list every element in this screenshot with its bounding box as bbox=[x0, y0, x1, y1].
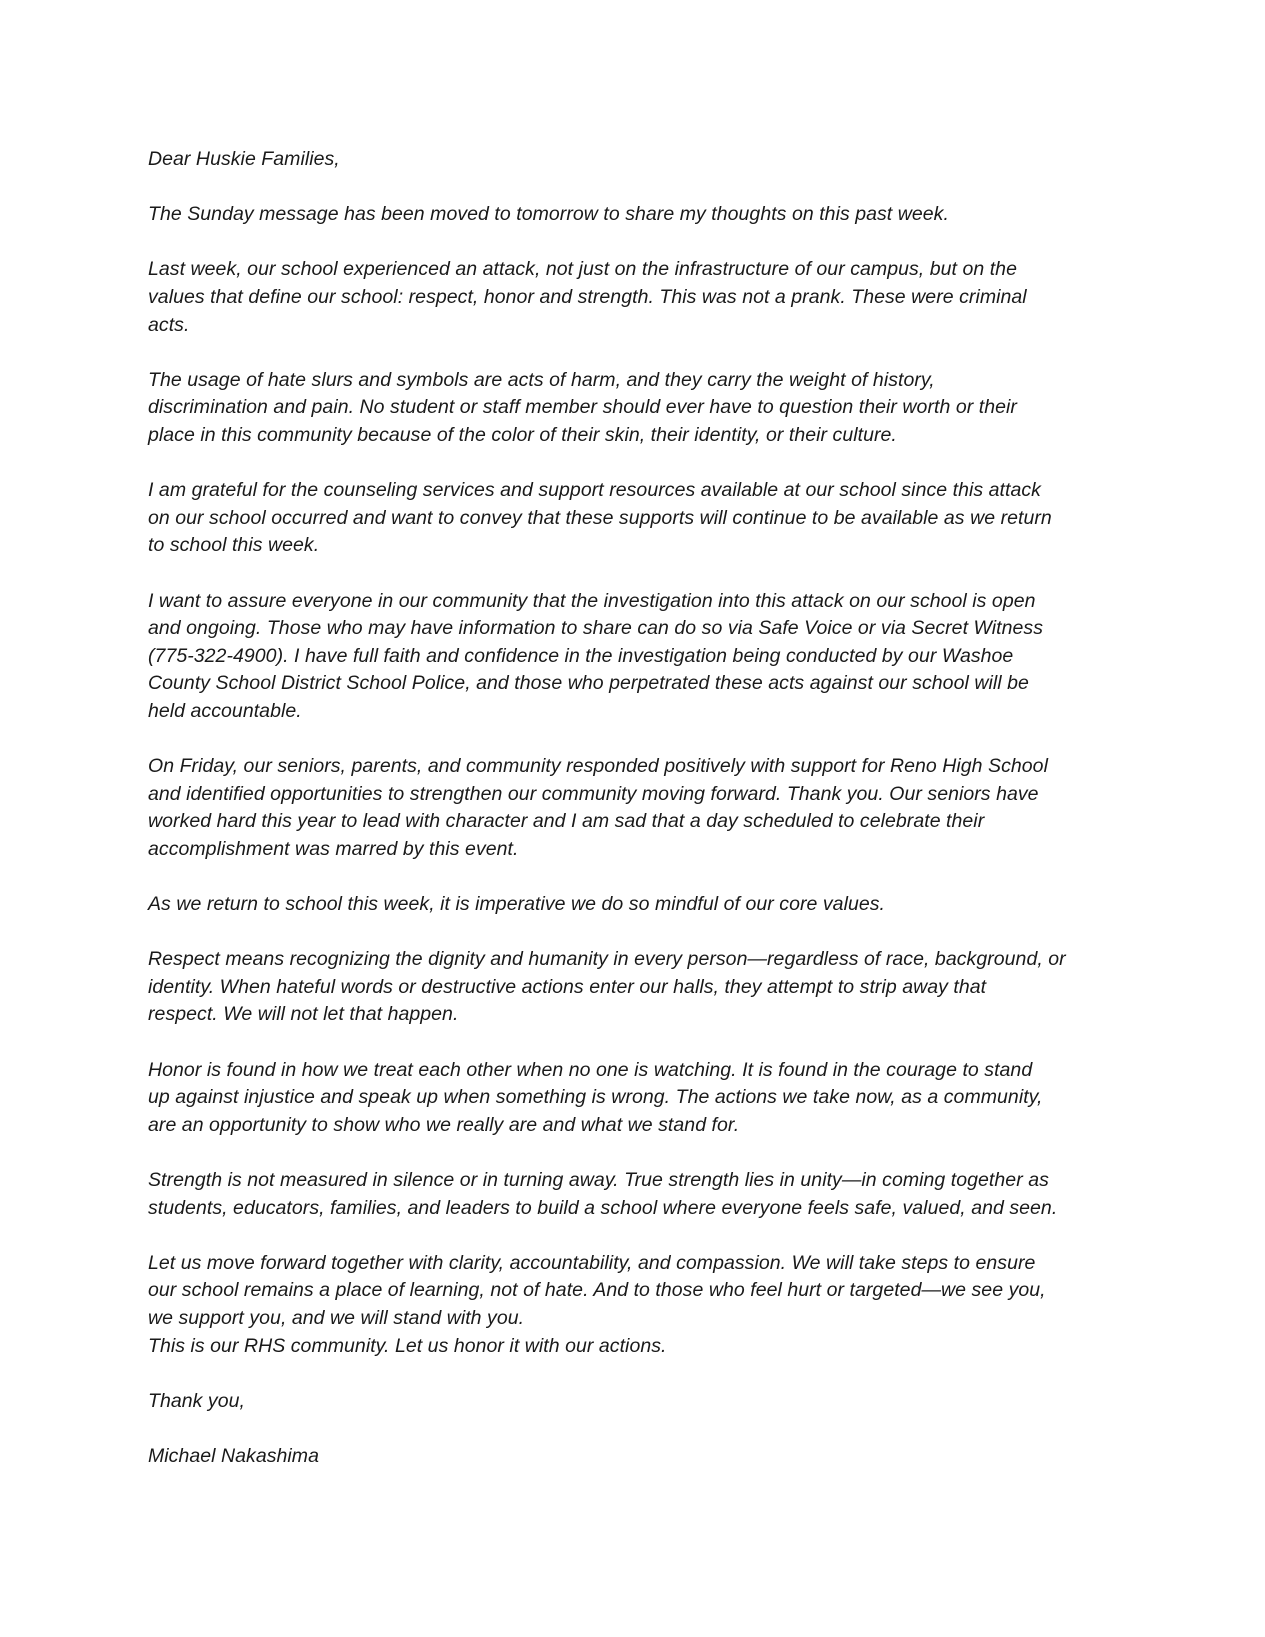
paragraph-respect bbox=[148, 946, 1108, 1029]
paragraph-line: Strength is not measured in silence or in turning away. True strength lies in unity—in coming together as bbox=[148, 1168, 1049, 1191]
signature-name: Michael Nakashima bbox=[148, 1444, 319, 1467]
closing-text: Thank you, bbox=[148, 1389, 245, 1412]
paragraph-counseling bbox=[148, 477, 1108, 560]
paragraph-line: As we return to school this week, it is imperative we do so mindful of our core values. bbox=[148, 893, 886, 916]
paragraph-line: acts. bbox=[148, 313, 190, 336]
paragraph-line: respect. We will not let that happen. bbox=[148, 1003, 459, 1026]
paragraph-line: our school remains a place of learning, not of hate. And to those who feel hurt or targeted—we see you, bbox=[148, 1279, 1046, 1302]
paragraph-line: on our school occurred and want to convey that these supports will continue to be available as we return bbox=[148, 506, 1052, 529]
paragraph-move-forward bbox=[148, 1250, 1108, 1360]
paragraph-line: Last week, our school experienced an attack, not just on the infrastructure of our campus, but on the bbox=[148, 258, 1017, 281]
paragraph-line: County School District School Police, and those who perpetrated these acts against our school will be bbox=[148, 672, 1029, 695]
paragraph-line: On Friday, our seniors, parents, and community responded positively with support for Reno High School bbox=[148, 755, 1048, 778]
paragraph-line: Respect means recognizing the dignity and humanity in every person—regardless of race, background, or bbox=[148, 948, 1066, 971]
letter-body bbox=[148, 146, 1108, 1471]
paragraph-line: and ongoing. Those who may have information to share can do so via Safe Voice or via Secret Witness bbox=[148, 617, 1044, 640]
paragraph-line: up against injustice and speak up when something is wrong. The actions we take now, as a community, bbox=[148, 1086, 1043, 1109]
salutation-text: Dear Huskie Families, bbox=[148, 148, 340, 170]
paragraph-line: accomplishment was marred by this event. bbox=[148, 837, 519, 860]
paragraph-line: The Sunday message has been moved to tomorrow to share my thoughts on this past week. bbox=[148, 203, 949, 226]
paragraph-attack bbox=[148, 256, 1108, 339]
paragraph-line: held accountable. bbox=[148, 699, 302, 722]
paragraph-honor bbox=[148, 1057, 1108, 1140]
paragraph-line: values that define our school: respect, honor and strength. This was not a prank. These were criminal bbox=[148, 285, 1027, 308]
paragraph-line: discrimination and pain. No student or staff member should ever have to question their worth or their bbox=[148, 396, 1017, 419]
paragraph-line: and identified opportunities to strengthen our community moving forward. Thank you. Our seniors have bbox=[148, 782, 1039, 805]
salutation bbox=[148, 146, 1108, 174]
paragraph-line: Let us move forward together with clarity, accountability, and compassion. We will take steps to ensure bbox=[148, 1251, 1036, 1274]
paragraph-line: (775-322-4900). I have full faith and confidence in the investigation being conducted by our Washoe bbox=[148, 644, 1014, 667]
paragraph-line: to school this week. bbox=[148, 534, 320, 557]
paragraph-sunday-message bbox=[148, 201, 1108, 229]
paragraph-strength bbox=[148, 1167, 1108, 1222]
paragraph-line: place in this community because of the color of their skin, their identity, or their culture. bbox=[148, 423, 897, 446]
paragraph-line: Honor is found in how we treat each other when no one is watching. It is found in the courage to stand bbox=[148, 1058, 1033, 1081]
paragraph-line: we support you, and we will stand with you. bbox=[148, 1306, 525, 1329]
paragraph-line: I want to assure everyone in our community that the investigation into this attack on our school is open bbox=[148, 589, 1036, 612]
paragraph-investigation bbox=[148, 588, 1108, 726]
paragraph-core-values bbox=[148, 891, 1108, 919]
paragraph-line: identity. When hateful words or destructive actions enter our halls, they attempt to strip away that bbox=[148, 975, 987, 998]
paragraph-line: are an opportunity to show who we really are and what we stand for. bbox=[148, 1113, 740, 1136]
paragraph-friday bbox=[148, 753, 1108, 863]
paragraph-line: worked hard this year to lead with character and I am sad that a day scheduled to celebrate their bbox=[148, 810, 985, 833]
signature bbox=[148, 1443, 1108, 1471]
closing bbox=[148, 1388, 1108, 1416]
paragraph-hate-slurs bbox=[148, 367, 1108, 450]
paragraph-line: The usage of hate slurs and symbols are acts of harm, and they carry the weight of history, bbox=[148, 368, 935, 391]
paragraph-line: This is our RHS community. Let us honor it with our actions. bbox=[148, 1334, 667, 1357]
paragraph-line: I am grateful for the counseling services and support resources available at our school since this attack bbox=[148, 479, 1041, 502]
paragraph-line: students, educators, families, and leaders to build a school where everyone feels safe, valued, and seen. bbox=[148, 1196, 1058, 1219]
